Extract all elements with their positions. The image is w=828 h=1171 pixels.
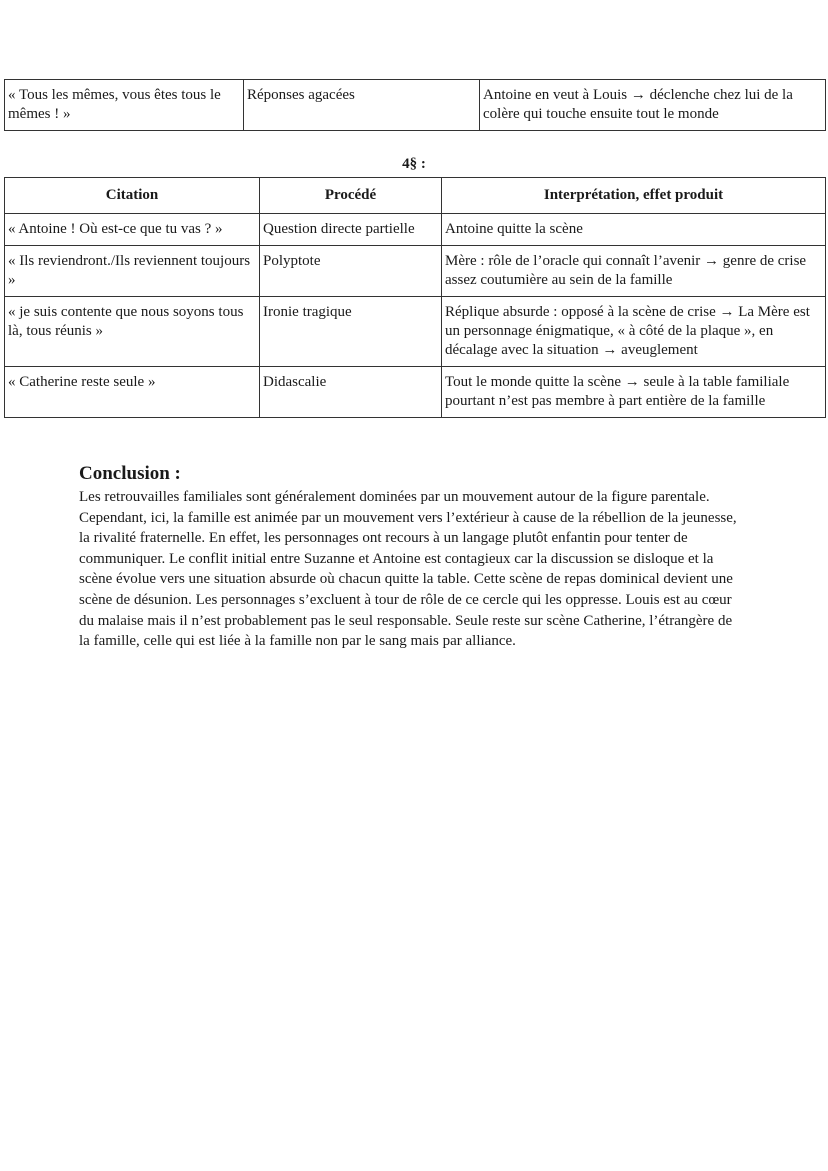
previous-analysis-table [4,79,826,131]
interpretation-cell: Réplique absurde : opposé à la scène de crise → La Mère est un personnage énigmatique, « à côté de la plaque », en décalage avec la situation → aveuglement [442,297,826,367]
conclusion-section [79,463,739,652]
procede-cell: Ironie tragique [260,297,442,367]
citation-cell: « Antoine ! Où est-ce que tu vas ? » [5,214,260,246]
header-citation: Citation [5,178,260,214]
interpretation-cell: Antoine en veut à Louis → déclenche chez lui de la colère qui touche ensuite tout le monde [480,80,826,131]
table-row [5,214,826,246]
section-heading: 4§ : [402,156,426,172]
citation-cell: « je suis contente que nous soyons tous là, tous réunis » [5,297,260,367]
interpretation-cell: Tout le monde quitte la scène → seule à la table familiale pourtant n’est pas membre à part entière de la famille [442,367,826,418]
citation-cell: « Tous les mêmes, vous êtes tous le mêmes ! » [5,80,244,131]
table-header-row [5,178,826,214]
table-row [5,297,826,367]
citation-cell: « Catherine reste seule » [5,367,260,418]
conclusion-title: Conclusion : [79,463,181,484]
procede-cell: Didascalie [260,367,442,418]
header-interpretation: Interprétation, effet produit [442,178,826,214]
interpretation-cell: Mère : rôle de l’oracle qui connaît l’avenir → genre de crise assez coutumière au sein de la famille [442,246,826,297]
interpretation-cell: Antoine quitte la scène [442,214,826,246]
procede-cell: Réponses agacées [244,80,480,131]
table-row [5,367,826,418]
procede-cell: Polyptote [260,246,442,297]
header-procede: Procédé [260,178,442,214]
citation-cell: « Ils reviendront./Ils reviennent toujours » [5,246,260,297]
analysis-table [4,177,826,418]
conclusion-text: Les retrouvailles familiales sont généralement dominées par un mouvement autour de la figure parentale. Cependant, ici, la famille est animée par un mouvement vers l’extérieur à cause de la rébellion de la jeunesse, la rivalité fraternelle. En effet, les personnages ont recours à un langage plutôt enfantin pour tenter de communiquer. Le conflit initial entre Suzanne et Antoine est contagieux car la discussion se disloque et la scène évolue vers une situation absurde où chacun quitte la table. Cette scène de repas dominical devient une scène de désunion. Les personnages s’excluent à tour de rôle de ce cercle qui les oppresse. Louis est au cœur du malaise mais il n’est probablement pas le seul responsable. Seule reste sur scène Catherine, l’étrangère de la famille, celle qui est liée à la famille non par le sang mais par alliance. [79,489,737,650]
procede-cell: Question directe partielle [260,214,442,246]
table-row [5,80,826,131]
table-row [5,246,826,297]
